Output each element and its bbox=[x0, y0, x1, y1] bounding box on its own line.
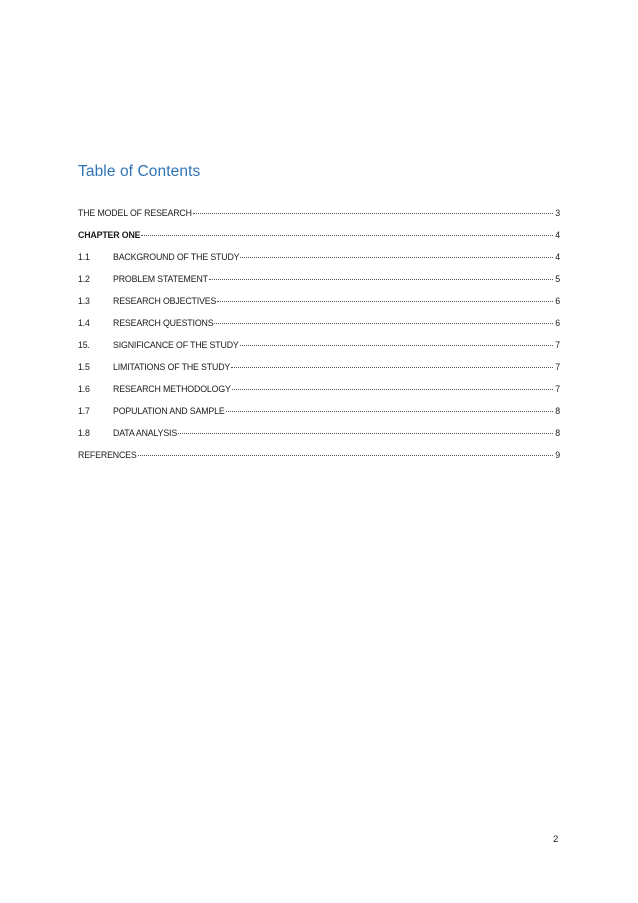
toc-entry-page: 6 bbox=[555, 318, 560, 328]
toc-entry-title: REFERENCES bbox=[78, 450, 137, 460]
dot-leader bbox=[231, 367, 553, 368]
toc-entry-title: DATA ANALYSIS bbox=[113, 428, 178, 438]
toc-entry-number: 1.5 bbox=[78, 362, 90, 372]
toc-entry-title: PROBLEM STATEMENT bbox=[113, 274, 208, 284]
toc-entry-number: 1.8 bbox=[78, 428, 90, 438]
toc-entry-title: POPULATION AND SAMPLE bbox=[113, 406, 225, 416]
toc-entry-data-analysis[interactable] bbox=[78, 427, 560, 449]
toc-entry-significance[interactable] bbox=[78, 339, 560, 361]
dot-leader bbox=[240, 257, 553, 258]
toc-entry-page: 7 bbox=[555, 340, 560, 350]
toc-entry-model-of-research[interactable] bbox=[78, 207, 560, 229]
toc-entry-title: THE MODEL OF RESEARCH bbox=[78, 208, 192, 218]
toc-entry-number: 1.4 bbox=[78, 318, 90, 328]
toc-entry-number: 1.7 bbox=[78, 406, 90, 416]
toc-entry-title: BACKGROUND OF THE STUDY bbox=[113, 252, 240, 262]
toc-entry-page: 9 bbox=[555, 450, 560, 460]
toc-entry-page: 8 bbox=[555, 406, 560, 416]
dot-leader bbox=[226, 411, 553, 412]
toc-entry-title: CHAPTER ONE bbox=[78, 230, 141, 240]
toc-entry-page: 7 bbox=[555, 384, 560, 394]
dot-leader bbox=[232, 389, 553, 390]
toc-entry-problem-statement[interactable] bbox=[78, 273, 560, 295]
toc-entry-population-and-sample[interactable] bbox=[78, 405, 560, 427]
toc-entry-number: 1.6 bbox=[78, 384, 90, 394]
toc-entry-background[interactable] bbox=[78, 251, 560, 273]
toc-entry-limitations[interactable] bbox=[78, 361, 560, 383]
toc-entry-page: 6 bbox=[555, 296, 560, 306]
toc-entry-number: 1.2 bbox=[78, 274, 90, 284]
toc-entry-page: 8 bbox=[555, 428, 560, 438]
toc-entry-page: 5 bbox=[555, 274, 560, 284]
toc-entry-research-questions[interactable] bbox=[78, 317, 560, 339]
toc-entry-title: RESEARCH METHODOLOGY bbox=[113, 384, 231, 394]
toc-entry-page: 4 bbox=[555, 252, 560, 262]
toc-entry-number: 15. bbox=[78, 340, 90, 350]
table-of-contents bbox=[78, 207, 560, 471]
dot-leader bbox=[209, 279, 553, 280]
toc-heading: Table of Contents bbox=[78, 163, 201, 180]
dot-leader bbox=[214, 323, 553, 324]
dot-leader bbox=[240, 345, 553, 346]
toc-entry-chapter-one[interactable] bbox=[78, 229, 560, 251]
toc-entry-references[interactable] bbox=[78, 449, 560, 471]
toc-entry-title: SIGNIFICANCE OF THE STUDY bbox=[113, 340, 239, 350]
dot-leader bbox=[178, 433, 553, 434]
toc-entry-number: 1.1 bbox=[78, 252, 90, 262]
toc-entry-title: RESEARCH QUESTIONS bbox=[113, 318, 214, 328]
page-number: 2 bbox=[553, 834, 559, 845]
dot-leader bbox=[141, 235, 553, 236]
toc-entry-title: LIMITATIONS OF THE STUDY bbox=[113, 362, 231, 372]
toc-entry-research-objectives[interactable] bbox=[78, 295, 560, 317]
toc-entry-page: 7 bbox=[555, 362, 560, 372]
toc-entry-page: 3 bbox=[555, 208, 560, 218]
toc-entry-page: 4 bbox=[555, 230, 560, 240]
toc-entry-number: 1.3 bbox=[78, 296, 90, 306]
dot-leader bbox=[138, 455, 553, 456]
toc-entry-research-methodology[interactable] bbox=[78, 383, 560, 405]
dot-leader bbox=[193, 213, 553, 214]
toc-entry-title: RESEARCH OBJECTIVES bbox=[113, 296, 217, 306]
dot-leader bbox=[217, 301, 553, 302]
